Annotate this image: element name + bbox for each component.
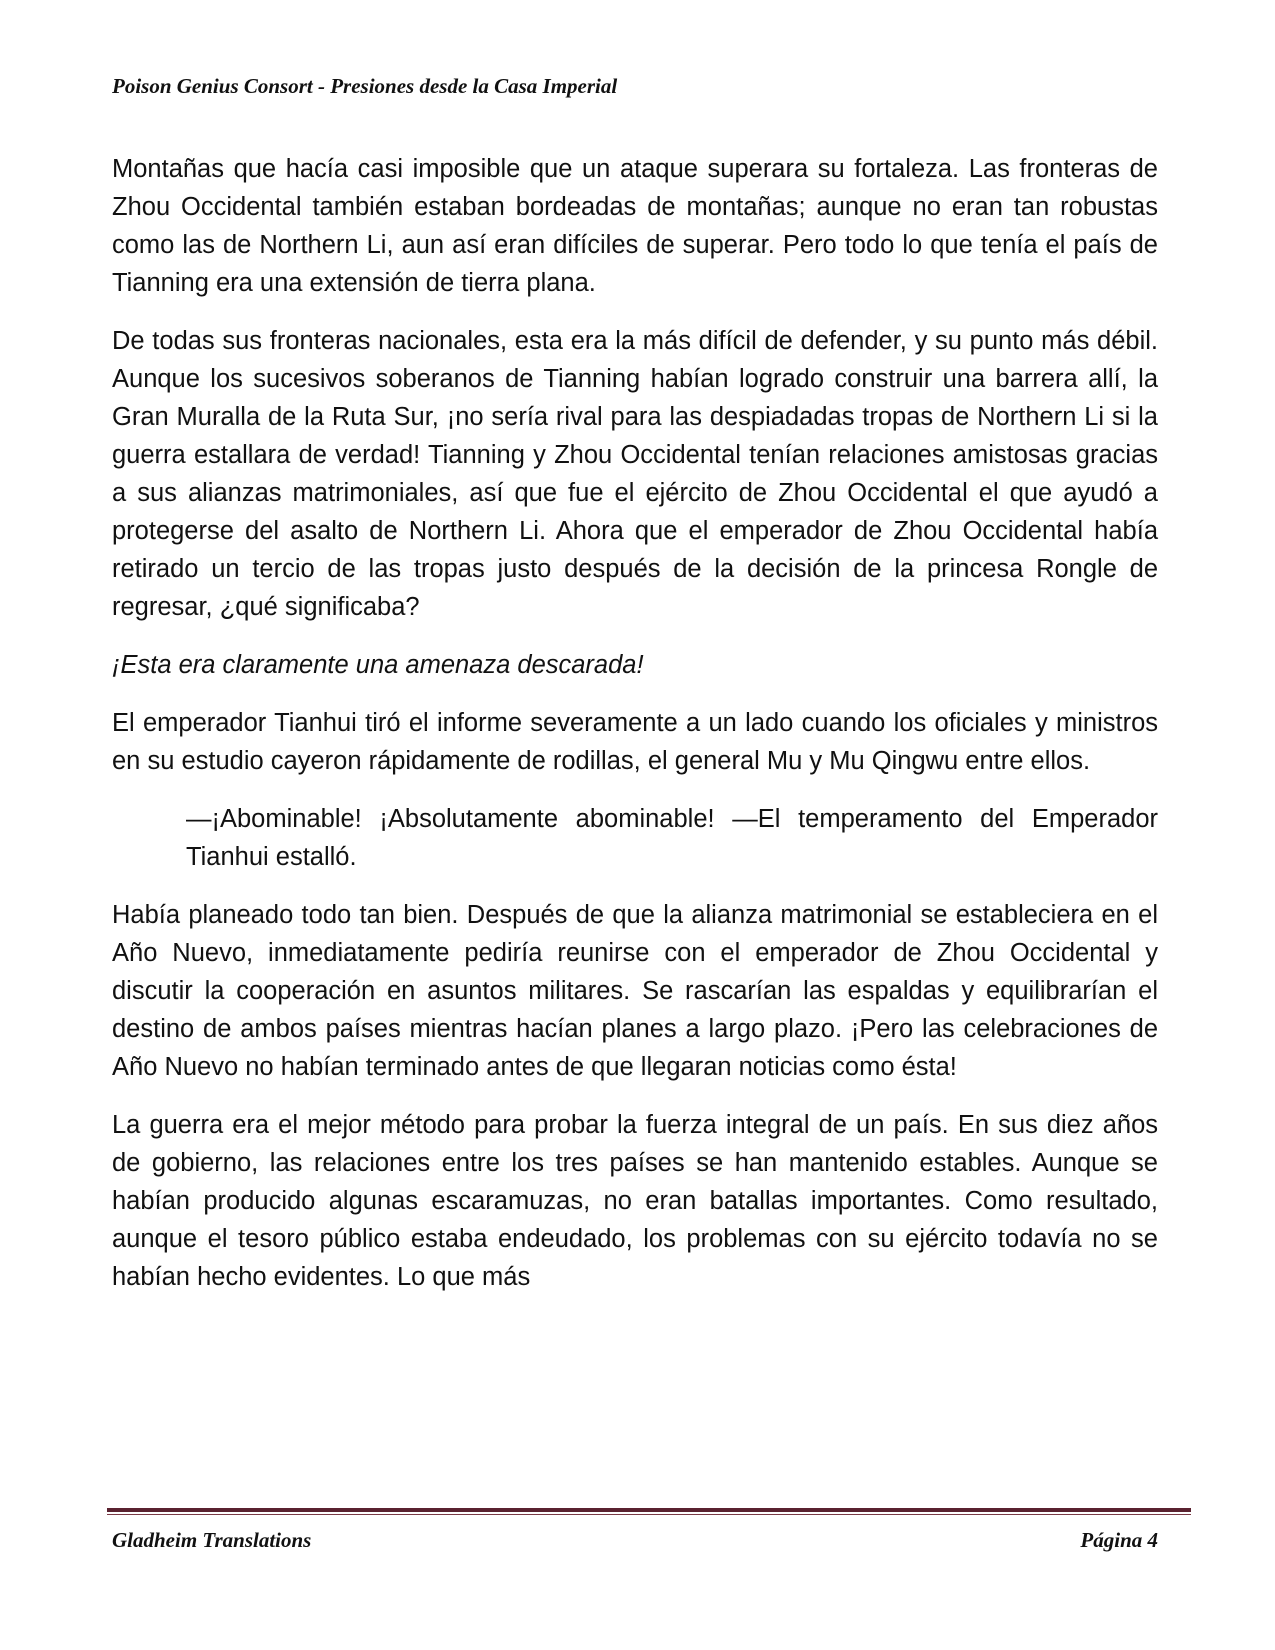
italic-paragraph: ¡Esta era claramente una amenaza descarada! xyxy=(112,651,644,679)
paragraph: De todas sus fronteras nacionales, esta era la más difícil de defender, y su punto más débil. Aunque los sucesivos soberanos de Tianning habían logrado construir una barrera allí, la Gran Muralla de la Ruta Sur, ¡no sería rival para las despiadadas tropas de Northern Li si la guerra estallara de verdad! Tianning y Zhou Occidental tenían relaciones amistosas gracias a sus alianzas matrimoniales, así que fue el ejército de Zhou Occidental el que ayudó a protegerse del asalto de Northern Li. Ahora que el emperador de Zhou Occidental había retirado un tercio de las tropas justo después de la decisión de la princesa Rongle de regresar, ¿qué significaba? xyxy=(112,327,1158,621)
footer-divider-thin xyxy=(107,1514,1191,1515)
paragraph: El emperador Tianhui tiró el informe severamente a un lado cuando los oficiales y ministros en su estudio cayeron rápidamente de rodillas, el general Mu y Mu Qingwu entre ellos. xyxy=(112,709,1158,775)
paragraph: La guerra era el mejor método para probar la fuerza integral de un país. En sus diez años de gobierno, las relaciones entre los tres países se han mantenido estables. Aunque se habían producido algunas escaramuzas, no eran batallas importantes. Como resultado, aunque el tesoro público estaba endeudado, los problemas con su ejército todavía no se habían hecho evidentes. Lo que más xyxy=(112,1111,1158,1291)
page-header-title: Poison Genius Consort - Presiones desde la Casa Imperial xyxy=(112,74,618,98)
footer-credit: Gladheim Translations xyxy=(112,1528,312,1552)
page-number: Página 4 xyxy=(1080,1528,1158,1552)
document-body xyxy=(112,150,1158,1316)
footer-divider-thick xyxy=(107,1508,1191,1512)
paragraph: Montañas que hacía casi imposible que un ataque superara su fortaleza. Las fronteras de Zhou Occidental también estaban bordeadas de montañas; aunque no eran tan robustas como las de Northern Li, aun así eran difíciles de superar. Pero todo lo que tenía el país de Tianning era una extensión de tierra plana. xyxy=(112,155,1158,297)
dialogue-paragraph: —¡Abominable! ¡Absolutamente abominable! —El temperamento del Emperador Tianhui estalló. xyxy=(186,805,1158,871)
paragraph: Había planeado todo tan bien. Después de que la alianza matrimonial se estableciera en el Año Nuevo, inmediatamente pediría reunirse con el emperador de Zhou Occidental y discutir la cooperación en asuntos militares. Se rascarían las espaldas y equilibrarían el destino de ambos países mientras hacían planes a largo plazo. ¡Pero las celebraciones de Año Nuevo no habían terminado antes de que llegaran noticias como ésta! xyxy=(112,901,1158,1081)
